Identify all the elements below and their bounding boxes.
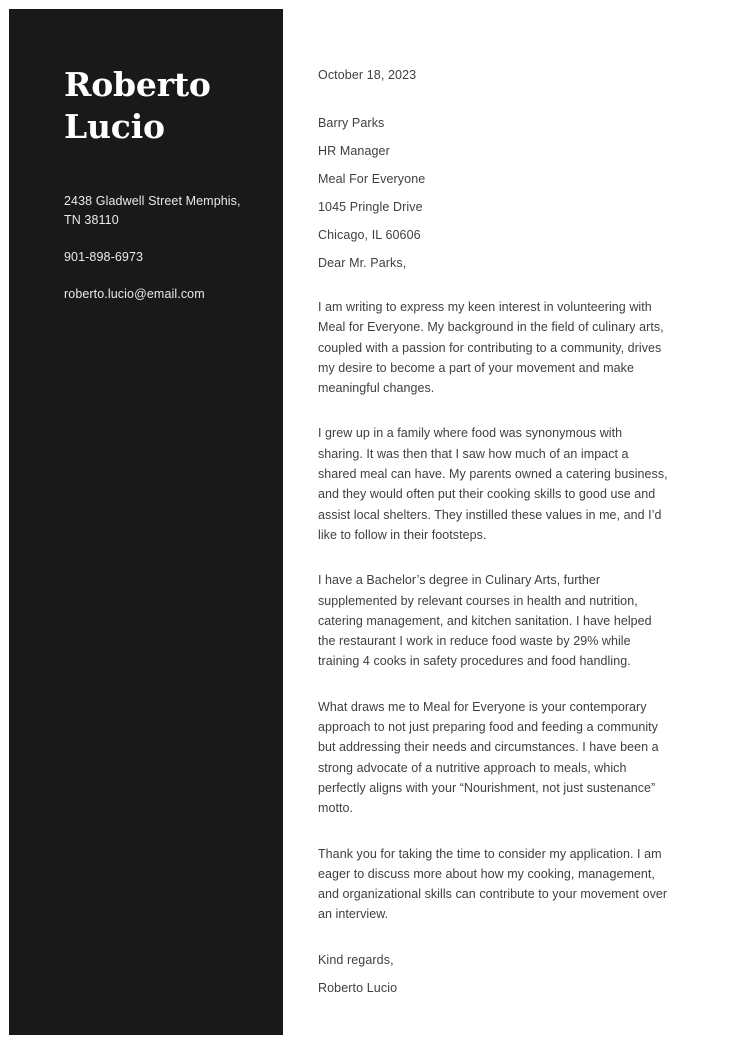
recipient-street: 1045 Pringle Drive [318, 200, 423, 214]
body-paragraph-1: I am writing to express my keen interest in volunteering with Meal for Everyone. My background in the field of culinary arts, coupled with a passion for contributing to a community, drives my desire to become a part of your movement and make meaningful changes. [318, 300, 664, 396]
recipient-title: HR Manager [318, 144, 390, 158]
closing-salutation: Kind regards, [318, 952, 394, 967]
recipient-block [318, 114, 670, 244]
body-paragraph-3: I have a Bachelor’s degree in Culinary Arts, further supplemented by relevant courses in health and nutrition, catering management, and kitchen sanitation. I have helped the restaurant I work in reduce food waste by 29% while training 4 cooks in safety procedures and food handling. [318, 573, 652, 669]
letter-body [318, 66, 670, 997]
signature-name: Roberto Lucio [318, 980, 398, 995]
contact-address [64, 192, 261, 230]
contact-address-line-2: TN 38110 [64, 213, 119, 227]
candidate-first-name: Roberto [64, 65, 211, 104]
closing-block [318, 925, 670, 997]
contact-details [64, 192, 261, 304]
sidebar-panel [9, 9, 283, 1035]
body-paragraph-5: Thank you for taking the time to consider my application. I am eager to discuss more about how my cooking, management, and organizational skills can contribute to your movement over an interview. [318, 846, 668, 922]
sidebar-content [64, 64, 261, 304]
contact-email: roberto.lucio@email.com [64, 287, 205, 301]
letter-date: October 18, 2023 [318, 68, 417, 82]
candidate-name [64, 64, 261, 148]
recipient-city-state-zip: Chicago, IL 60606 [318, 228, 421, 242]
recipient-name: Barry Parks [318, 116, 385, 130]
contact-phone: 901-898-6973 [64, 250, 144, 264]
salutation: Dear Mr. Parks, [318, 256, 407, 270]
recipient-company: Meal For Everyone [318, 172, 426, 186]
candidate-last-name: Lucio [64, 107, 165, 146]
body-paragraph-4: What draws me to Meal for Everyone is your contemporary approach to not just preparing food and feeding a community but addressing their needs and circumstances. I have been a strong advocate of a nutritive approach to meals, which perfectly aligns with your “Nourishment, not just sustenance” motto. [318, 699, 659, 816]
contact-address-line-1: 2438 Gladwell Street Memphis, [64, 194, 241, 208]
body-paragraph-2: I grew up in a family where food was synonymous with sharing. It was then that I saw how much of an impact a shared meal can have. My parents owned a catering business, and they would often put their cooking skills to good use and assist local shelters. They instilled these values in me, and I’d like to follow in their footsteps. [318, 426, 668, 542]
